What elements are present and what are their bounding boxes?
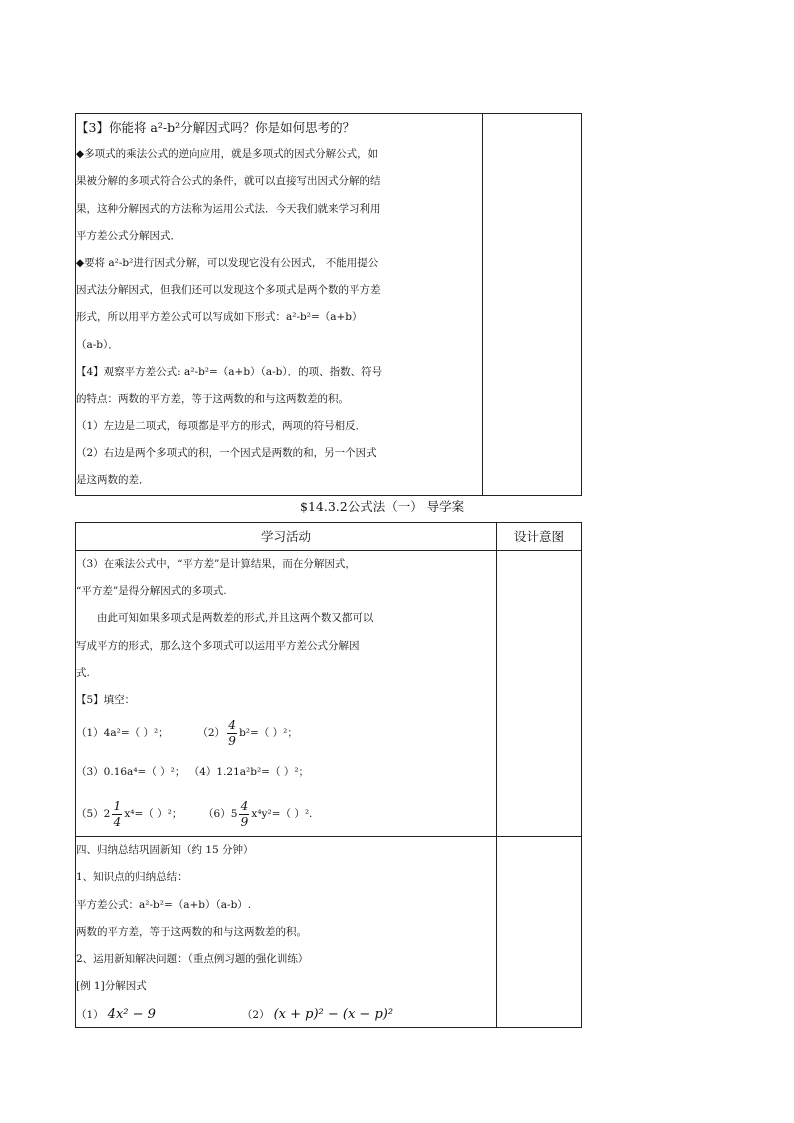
fraction-1-4: $\frac{1}{4}$ [113, 798, 122, 829]
q3-title: 【3】你能将 a²-b²分解因式吗？你是如何思考的？ [76, 120, 356, 135]
p1-line: ◆多项式的乘法公式的逆向应用，就是多项式的因式分解公式，如 [76, 148, 379, 161]
example-problems [76, 1000, 496, 1027]
fill-item-3: （3）0.16a⁴=（ ）²； [76, 766, 186, 779]
summary-heading: 四、归纳总结巩固新知（约 15 分钟） [76, 844, 254, 857]
document-caption: $14.3.2公式法（一） 导学案 [300, 499, 465, 514]
q4-block [76, 359, 482, 495]
summary-line: 1、知识点的归纳总结： [76, 871, 188, 884]
fill-row-1 [76, 714, 496, 753]
activity-para: 由此可知如果多项式是两数差的形式,并且这两个数又都可以 [97, 612, 374, 625]
example-2-label: （2） [241, 1009, 270, 1022]
fraction-4-9b: $\frac{4}{9}$ [240, 798, 249, 829]
q4-line: （2）右边是两个多项式的积，一个因式是两数的和，另一个因式 [76, 447, 377, 460]
p1-line: 果被分解的多项式符合公式的条件，就可以直接写出因式分解的结 [76, 175, 381, 188]
fill-item-6: x⁴y²=（ ）². [251, 808, 313, 821]
section1-notes-column [483, 114, 582, 496]
activity-line: （3）在乘法公式中，“平方差”是计算结果，而在分解因式， [76, 558, 356, 570]
q4-line: （1）左边是二项式，每项都是平方的形式，两项的符号相反． [76, 420, 367, 433]
summary-line: 2、运用新知解决问题：（重点例习题的强化训练） [76, 952, 309, 965]
p2-line: （a-b）． [76, 338, 119, 351]
p1-line: 平方差公式分解因式． [76, 229, 181, 242]
q5-title: 【5】填空： [76, 693, 136, 706]
activity-line: “平方差”是得分解因式的多项式. [76, 585, 227, 598]
q4-line: 是这两数的差． [76, 474, 150, 487]
paragraph-1 [76, 141, 482, 250]
q4-line: 【4】观察平方差公式: a²-b²=（a+b）（a-b）．的项、指数、符号 [76, 365, 383, 378]
activity-para: 式. [76, 666, 90, 679]
p2-line: ◆要将 a²-b²进行因式分解，可以发现它没有公因式， 不能用提公 [76, 256, 379, 269]
fill-item-5: x⁴=（ ）²； [124, 808, 183, 821]
activity-para: 写成平方的形式，那么这个多项式可以运用平方差公式分解因 [76, 639, 360, 652]
paragraph-2 [76, 250, 482, 359]
summary-line: 两数的平方差，等于这两数的和与这两数差的积。 [76, 925, 307, 938]
summary-formula: 平方差公式：a²-b²=（a+b）（a-b）. [76, 898, 252, 911]
example-title: [例 1]分解因式 [76, 980, 147, 993]
fill-item-2: b²=（ ）²； [239, 727, 298, 740]
p1-line: 果，这种分解因式的方法称为运用公式法．今天我们就来学习利用 [76, 202, 381, 215]
p2-line: 形式，所以用平方差公式可以写成如下形式：a²-b²=（a+b） [76, 311, 363, 324]
example-2-expression: (x + p)² − (x − p)² [273, 1007, 394, 1023]
activity-notes-column [497, 551, 582, 837]
fill-item-2-label: （2） [197, 727, 226, 740]
example-1-expression: 4x² − 9 [107, 1007, 156, 1023]
example-1-label: （1） [76, 1009, 104, 1022]
fill-item-4: （4）1.21a²b²=（ ）²； [188, 766, 310, 779]
summary-content [76, 837, 497, 1028]
summary-notes-column [497, 837, 582, 1028]
fill-item-1: （1）4a²=（ ）²； [76, 727, 169, 740]
fill-in-exercises [76, 714, 496, 836]
fill-item-6-label: （6）5 [203, 808, 238, 821]
activity-table [75, 522, 582, 1028]
fill-item-5-label: （5）2 [76, 808, 111, 821]
fraction-4-9: $\frac{4}{9}$ [228, 717, 236, 748]
section1-content [76, 114, 483, 496]
header-design-intent: 设计意图 [497, 523, 582, 551]
p2-line: 因式法分解因式，但我们还可以发现这个多项式是两个数的平方差 [76, 284, 381, 297]
section1-table [75, 113, 582, 496]
header-learning-activity: 学习活动 [76, 523, 497, 551]
fill-row-2 [76, 753, 496, 792]
q4-line: 的特点：两数的平方差，等于这两数的和与这两数差的积。 [76, 392, 349, 405]
fill-row-3 [76, 792, 496, 836]
activity-content [76, 551, 497, 837]
